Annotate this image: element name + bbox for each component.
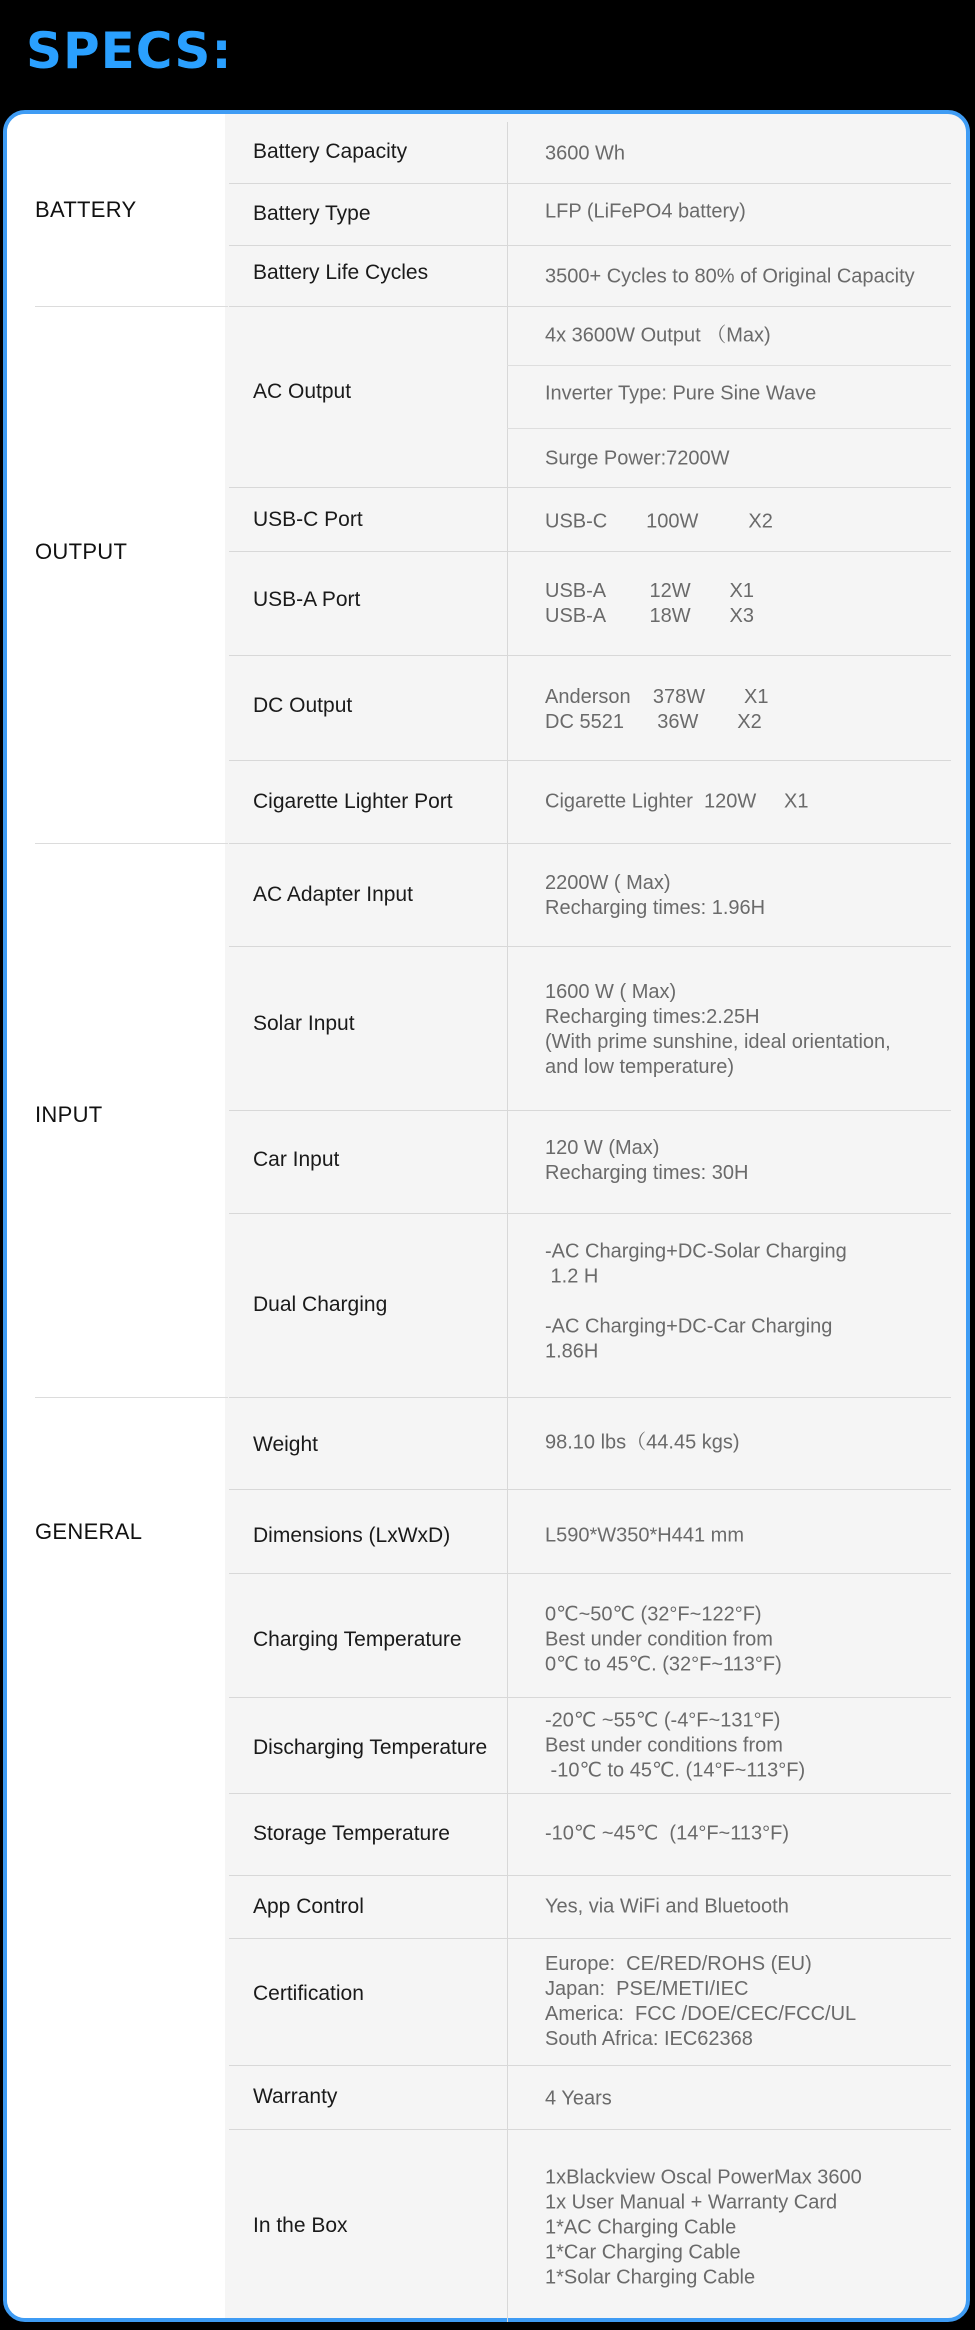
spec-label-weight: Weight <box>253 1433 318 1456</box>
specs-card <box>3 110 970 2322</box>
row-divider <box>229 2129 951 2130</box>
spec-value-storage-temperature: -10℃ ~45℃ (14°F~113°F) <box>545 1822 789 1845</box>
row-divider <box>229 1397 951 1398</box>
category-divider <box>35 843 228 844</box>
spec-value-weight: 98.10 lbs（44.45 kgs) <box>545 1431 740 1454</box>
category-divider <box>35 1397 228 1398</box>
spec-value-app-control: Yes, via WiFi and Bluetooth <box>545 1895 789 1918</box>
row-divider <box>229 487 951 488</box>
spec-value-solar-input: 1600 W ( Max) Recharging times:2.25H (With prime sunshine, ideal orientation, and low temperature) <box>545 981 891 1078</box>
spec-label-storage-temperature: Storage Temperature <box>253 1822 450 1845</box>
spec-value-battery-capacity: 3600 Wh <box>545 142 626 165</box>
spec-value-discharging-temperature: -20℃ ~55℃ (-4°F~131°F) Best under conditions from -10℃ to 45℃. (14°F~113°F) <box>545 1709 806 1782</box>
spec-value-cigarette-lighter-port: Cigarette Lighter 120W X1 <box>545 790 809 813</box>
row-divider <box>229 760 951 761</box>
row-divider <box>229 1697 951 1698</box>
row-divider <box>229 1573 951 1574</box>
spec-label-battery-capacity: Battery Capacity <box>253 140 408 163</box>
column-divider <box>507 122 508 2322</box>
row-divider <box>229 1110 951 1111</box>
spec-value-ac-output-surge: Surge Power:7200W <box>545 447 730 470</box>
spec-label-warranty: Warranty <box>253 2085 338 2108</box>
category-input: INPUT <box>35 1102 103 1127</box>
row-divider <box>229 306 951 307</box>
spec-value-ac-output-power: 4x 3600W Output （Max) <box>545 324 771 347</box>
spec-label-ac-adapter-input: AC Adapter Input <box>253 883 413 906</box>
row-divider <box>229 655 951 656</box>
spec-label-certification: Certification <box>253 1982 364 2005</box>
spec-label-in-the-box: In the Box <box>253 2214 348 2237</box>
category-divider <box>35 306 228 307</box>
spec-value-warranty: 4 Years <box>545 2087 612 2110</box>
row-divider <box>229 1489 951 1490</box>
spec-label-dc-output: DC Output <box>253 694 353 717</box>
spec-value-dual-charging: -AC Charging+DC-Solar Charging 1.2 H -AC Charging+DC-Car Charging 1.86H <box>545 1240 847 1363</box>
spec-value-usb-c-port: USB-C 100W X2 <box>545 510 773 533</box>
row-divider <box>229 1793 951 1794</box>
spec-value-ac-output-inverter: Inverter Type: Pure Sine Wave <box>545 382 817 405</box>
spec-label-dual-charging: Dual Charging <box>253 1293 388 1316</box>
row-divider <box>229 1938 951 1939</box>
category-column <box>7 114 225 2318</box>
spec-label-app-control: App Control <box>253 1895 364 1918</box>
row-divider <box>229 1875 951 1876</box>
row-divider <box>229 245 951 246</box>
page-title: SPECS: <box>26 22 233 80</box>
spec-value-certification: Europe: CE/RED/ROHS (EU) Japan: PSE/METI/IEC America: FCC /DOE/CEC/FCC/UL South Africa: IEC62368 <box>545 1953 857 2050</box>
category-battery: BATTERY <box>35 197 137 222</box>
spec-value-charging-temperature: 0℃~50℃ (32°F~122°F) Best under condition from 0℃ to 45℃. (32°F~113°F) <box>545 1603 782 1676</box>
spec-value-battery-life-cycles: 3500+ Cycles to 80% of Original Capacity <box>545 265 915 288</box>
row-divider <box>229 1213 951 1214</box>
category-output: OUTPUT <box>35 539 128 564</box>
spec-value-ac-adapter-input: 2200W ( Max) Recharging times: 1.96H <box>545 872 766 919</box>
spec-value-dimensions: L590*W350*H441 mm <box>545 1524 744 1547</box>
spec-label-ac-output: AC Output <box>253 380 352 403</box>
spec-label-solar-input: Solar Input <box>253 1012 355 1035</box>
spec-value-car-input: 120 W (Max) Recharging times: 30H <box>545 1137 749 1184</box>
spec-value-usb-a-port: USB-A 12W X1 USB-A 18W X3 <box>545 580 754 627</box>
spec-label-battery-life-cycles: Battery Life Cycles <box>253 261 429 284</box>
spec-label-cigarette-lighter-port: Cigarette Lighter Port <box>253 790 453 813</box>
row-divider <box>229 946 951 947</box>
spec-label-discharging-temperature: Discharging Temperature <box>253 1736 488 1759</box>
spec-value-battery-type: LFP (LiFePO4 battery) <box>545 200 746 223</box>
spec-label-charging-temperature: Charging Temperature <box>253 1628 462 1651</box>
sub-row-divider <box>507 428 951 429</box>
spec-label-dimensions: Dimensions (LxWxD) <box>253 1524 451 1547</box>
row-divider <box>229 2065 951 2066</box>
sub-row-divider <box>507 365 951 366</box>
spec-label-usb-c-port: USB-C Port <box>253 508 363 531</box>
category-general: GENERAL <box>35 1519 143 1544</box>
spec-label-car-input: Car Input <box>253 1148 340 1171</box>
spec-label-usb-a-port: USB-A Port <box>253 588 361 611</box>
row-divider <box>229 183 951 184</box>
spec-label-battery-type: Battery Type <box>253 202 371 225</box>
spec-value-dc-output: Anderson 378W X1 DC 5521 36W X2 <box>545 686 769 733</box>
row-divider <box>229 843 951 844</box>
row-divider <box>229 551 951 552</box>
spec-value-in-the-box: 1xBlackview Oscal PowerMax 3600 1x User Manual + Warranty Card 1*AC Charging Cable 1*Car Charging Cable 1*Solar Charging Cable <box>545 2166 862 2289</box>
